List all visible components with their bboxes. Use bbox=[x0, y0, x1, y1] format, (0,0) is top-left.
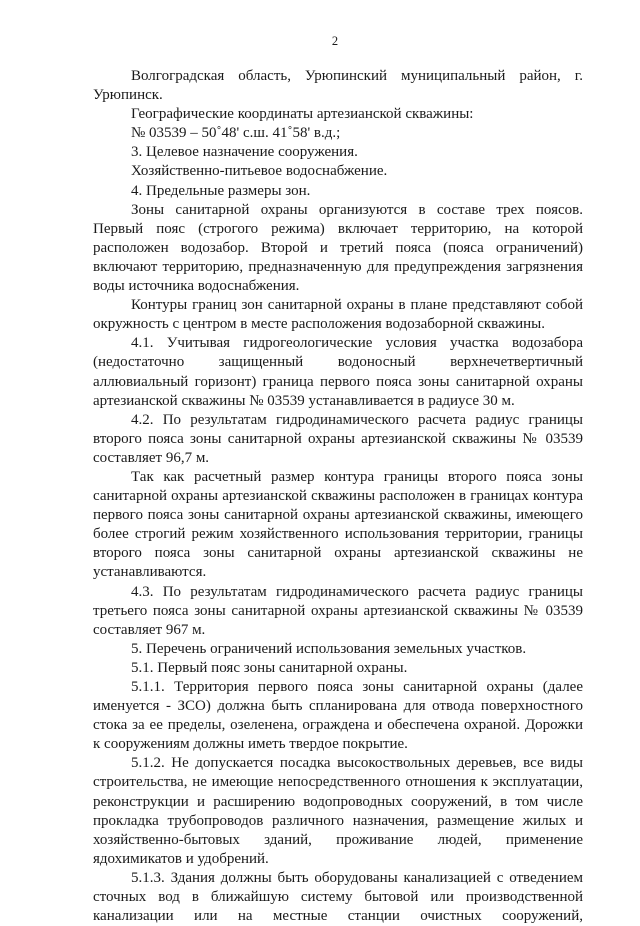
subsection-heading-5-1: 5.1. Первый пояс зоны санитарной охраны. bbox=[131, 659, 408, 676]
paragraph-zone-contours: Контуры границ зон санитарной охраны в плане представляют собой окружность с центром в месте расположения водозаборной скважины. bbox=[93, 297, 583, 333]
paragraph-4-2: 4.2. По результатам гидродинамического расчета радиус границы второго пояса зоны санитарной охраны артезианской скважины № 03539 составляет 96,7 м. bbox=[93, 411, 583, 466]
section-heading-zone-sizes: 4. Предельные размеры зон. bbox=[131, 182, 311, 199]
paragraph-4-3: 4.3. По результатам гидродинамического расчета радиус границы третьего пояса зоны санитарной охраны артезианской скважины № 03539 составляет 967 м. bbox=[93, 583, 583, 638]
paragraph-second-belt-note: Так как расчетный размер контура границы второго пояса зоны санитарной охраны артезианской скважины расположен в границах контура первого пояса зоны санитарной охраны артезианской скважины, имеющего более строгий режим хозяйственного использования территории, границы второго пояса зоны санитарной охраны артезианской скважины не устанавливаются. bbox=[93, 468, 583, 581]
paragraph-location: Волгоградская область, Урюпинский муниципальный район, г. Урюпинск. bbox=[93, 68, 583, 104]
paragraph-purpose: Хозяйственно-питьевое водоснабжение. bbox=[131, 163, 388, 180]
page-number: 2 bbox=[331, 34, 339, 48]
paragraph-5-1-1: 5.1.1. Территория первого пояса зоны санитарной охраны (далее именуется - ЗСО) должна быть спланирована для отвода поверхностного стока за ее пределы, озеленена, ограждена и обеспечена охраной. Дорожки к сооружениям должны иметь твердое покрытие. bbox=[93, 679, 583, 753]
paragraph-5-1-2: 5.1.2. Не допускается посадка высокоствольных деревьев, все виды строительства, не имеющие непосредственного отношения к эксплуатации, реконструкции и расширению водопроводных сооружений, в том числе прокладка трубопроводов различного назначения, размещение жилых и хозяйственно-бытовых зданий, проживание людей, применение ядохимикатов и удобрений. bbox=[93, 755, 583, 867]
paragraph-5-1-3: 5.1.3. Здания должны быть оборудованы канализацией с отведением сточных вод в ближайшую систему бытовой или производственной канализации или на местные станции очистных сооружений, bbox=[93, 869, 583, 925]
paragraph-zones-belts: Зоны санитарной охраны организуются в составе трех поясов. Первый пояс (строгого режима) включает территорию, на которой расположен водозабор. Второй и третий пояса (пояса ограничений) включают территорию, предназначенную для предупреждения загрязнения воды источника водоснабжения. bbox=[93, 201, 583, 295]
section-heading-purpose: 3. Целевое назначение сооружения. bbox=[131, 144, 358, 161]
paragraph-4-1: 4.1. Учитывая гидрогеологические условия участка водозабора (недостаточно защищенный водоносный верхнечетвертичный аллювиальный горизонт) граница первого пояса зоны санитарной охраны артезианской скважины № 03539 устанавливается в радиусе 30 м. bbox=[93, 335, 583, 409]
document-body bbox=[93, 67, 583, 926]
section-heading-restrictions: 5. Перечень ограничений использования земельных участков. bbox=[131, 640, 527, 657]
paragraph-coordinates-value: № 03539 – 50˚48' с.ш. 41˚58' в.д.; bbox=[131, 125, 341, 142]
paragraph-coordinates-heading: Географические координаты артезианской скважины: bbox=[131, 106, 474, 123]
